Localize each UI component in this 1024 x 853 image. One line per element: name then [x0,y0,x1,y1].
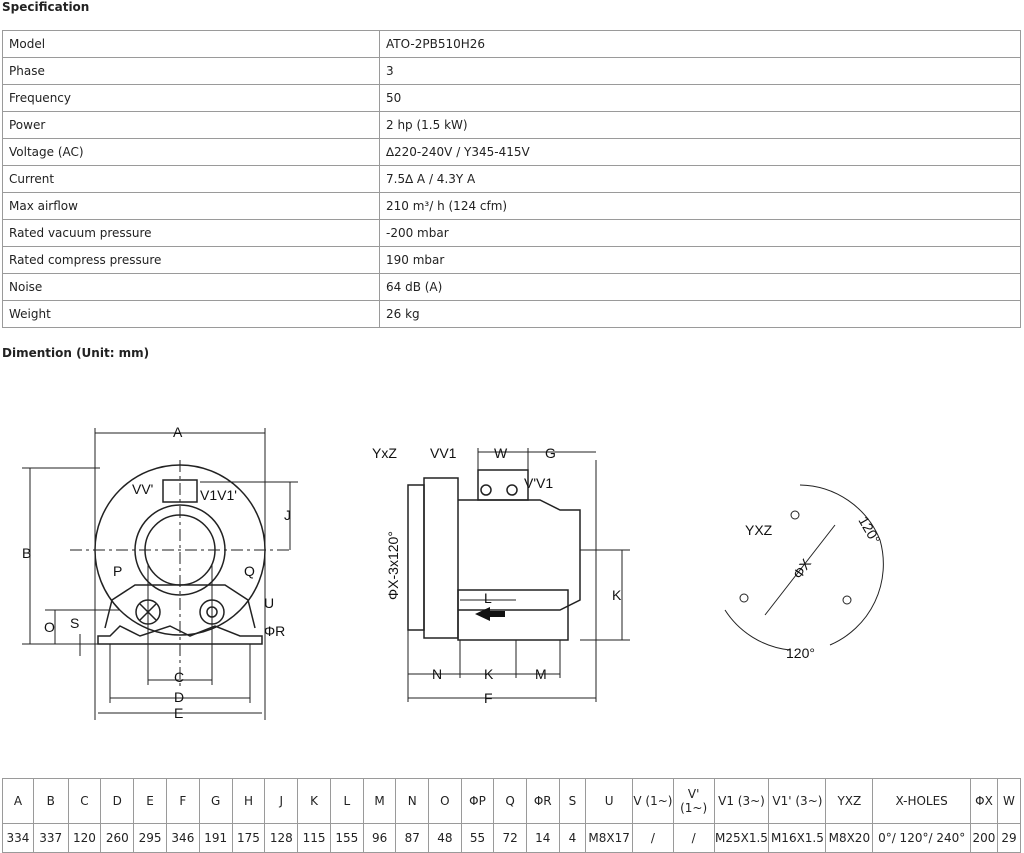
dim-header: YXZ [826,779,873,824]
label-vv1-side: VV1 [430,445,457,461]
dim-header: D [101,779,134,824]
dim-value: 87 [396,824,429,853]
dim-header: J [265,779,298,824]
dim-header: S [559,779,586,824]
spec-value: ∆220-240V / Y345-415V [380,139,1021,166]
label-v-prime-v1: V'V1 [524,475,554,491]
label-vv1: VV' [132,481,154,497]
label-v1v1: V1V1' [200,487,237,503]
dimension-header-row [3,779,1021,824]
label-j: J [284,507,291,523]
dim-header: Q [494,779,527,824]
spec-row [3,247,1021,274]
label-u: U [264,595,275,611]
spec-row [3,58,1021,85]
label-phi-r: ΦR [264,623,286,639]
front-dimension-lines [22,428,298,720]
dim-header: X-HOLES [873,779,971,824]
label-m: M [535,666,547,682]
spec-key: Weight [3,301,380,328]
label-phi-x: ΦX [789,555,815,582]
spec-key: Max airflow [3,193,380,220]
label-yxz-holes: YXZ [745,522,773,538]
dimension-title: Dimention (Unit: mm) [2,346,150,360]
dim-header: E [134,779,167,824]
spec-value: 50 [380,85,1021,112]
dim-value: 4 [559,824,586,853]
dim-value: 29 [997,824,1020,853]
dim-value: 72 [494,824,527,853]
spec-value: 26 kg [380,301,1021,328]
dim-value: 55 [461,824,494,853]
dim-header: V (1~) [633,779,674,824]
dim-value: 191 [199,824,232,853]
spec-key: Noise [3,274,380,301]
label-b: B [22,545,32,561]
spec-key: Current [3,166,380,193]
label-l: L [484,590,492,606]
label-angle-120-b: 120° [786,645,815,661]
spec-key: Power [3,112,380,139]
dim-value: 14 [526,824,559,853]
spec-row [3,220,1021,247]
dim-header: V' (1~) [673,779,714,824]
dim-value: 0°/ 120°/ 240° [873,824,971,853]
label-p: P [113,563,123,579]
spec-row [3,85,1021,112]
dim-value: 155 [330,824,363,853]
dim-value: M8X17 [586,824,633,853]
dim-value: 96 [363,824,396,853]
dim-value: 200 [971,824,998,853]
dim-header: O [429,779,462,824]
label-s: S [70,615,80,631]
dim-value: 115 [298,824,331,853]
label-k-bottom: K [484,666,494,682]
spec-row [3,301,1021,328]
dim-value: 295 [134,824,167,853]
dim-value: 175 [232,824,265,853]
dim-value: 260 [101,824,134,853]
dim-header: V1 (3~) [714,779,769,824]
label-e: E [174,705,184,721]
dim-header: ΦP [461,779,494,824]
dim-value: / [633,824,674,853]
dim-header: C [68,779,101,824]
label-phi-x-3x120: ΦX-3x120° [385,531,401,600]
dim-header: B [33,779,68,824]
dim-header: F [166,779,199,824]
side-dimension-lines [408,448,630,702]
label-yxz: YxZ [372,445,397,461]
dimension-table [2,778,1021,853]
dimension-drawing [0,400,1024,745]
spec-row [3,274,1021,301]
airflow-arrow [475,607,505,621]
label-d: D [174,689,185,705]
dim-value: M8X20 [826,824,873,853]
spec-value: ATO-2PB510H26 [380,31,1021,58]
label-o: O [44,619,55,635]
spec-value: 190 mbar [380,247,1021,274]
specification-table [2,30,1021,328]
dim-header: M [363,779,396,824]
dim-value: 48 [429,824,462,853]
dim-header: K [298,779,331,824]
spec-key: Rated vacuum pressure [3,220,380,247]
spec-row [3,166,1021,193]
dim-header: G [199,779,232,824]
label-k-side: K [612,587,622,603]
dim-value: / [673,824,714,853]
spec-key: Voltage (AC) [3,139,380,166]
dim-header: N [396,779,429,824]
spec-value: 3 [380,58,1021,85]
label-q: Q [244,563,255,579]
dim-value: M16X1.5 [769,824,826,853]
spec-value: 2 hp (1.5 kW) [380,112,1021,139]
spec-value: 210 m³/ h (124 cfm) [380,193,1021,220]
dim-header: V1' (3~) [769,779,826,824]
label-w: W [494,445,508,461]
dim-header: U [586,779,633,824]
dim-header: ΦX [971,779,998,824]
dim-header: ΦR [526,779,559,824]
spec-row [3,139,1021,166]
label-f: F [484,690,493,706]
spec-key: Phase [3,58,380,85]
spec-value: 7.5∆ A / 4.3Y A [380,166,1021,193]
spec-row [3,31,1021,58]
label-c: C [174,669,185,685]
spec-value: 64 dB (A) [380,274,1021,301]
label-a: A [173,424,183,440]
dim-value: 346 [166,824,199,853]
dim-header: H [232,779,265,824]
dim-value: 120 [68,824,101,853]
spec-key: Frequency [3,85,380,112]
dim-value: 128 [265,824,298,853]
spec-row [3,193,1021,220]
specification-title: Specification [2,0,90,14]
spec-row [3,112,1021,139]
dimension-value-row [3,824,1021,853]
dim-value: M25X1.5 [714,824,769,853]
dim-header: L [330,779,363,824]
dim-header: W [997,779,1020,824]
dim-value: 337 [33,824,68,853]
label-g: G [545,445,556,461]
spec-value: -200 mbar [380,220,1021,247]
label-angle-120-a: 120° [855,513,884,547]
dim-value: 334 [3,824,34,853]
spec-key: Rated compress pressure [3,247,380,274]
dim-header: A [3,779,34,824]
spec-key: Model [3,31,380,58]
label-n: N [432,666,443,682]
